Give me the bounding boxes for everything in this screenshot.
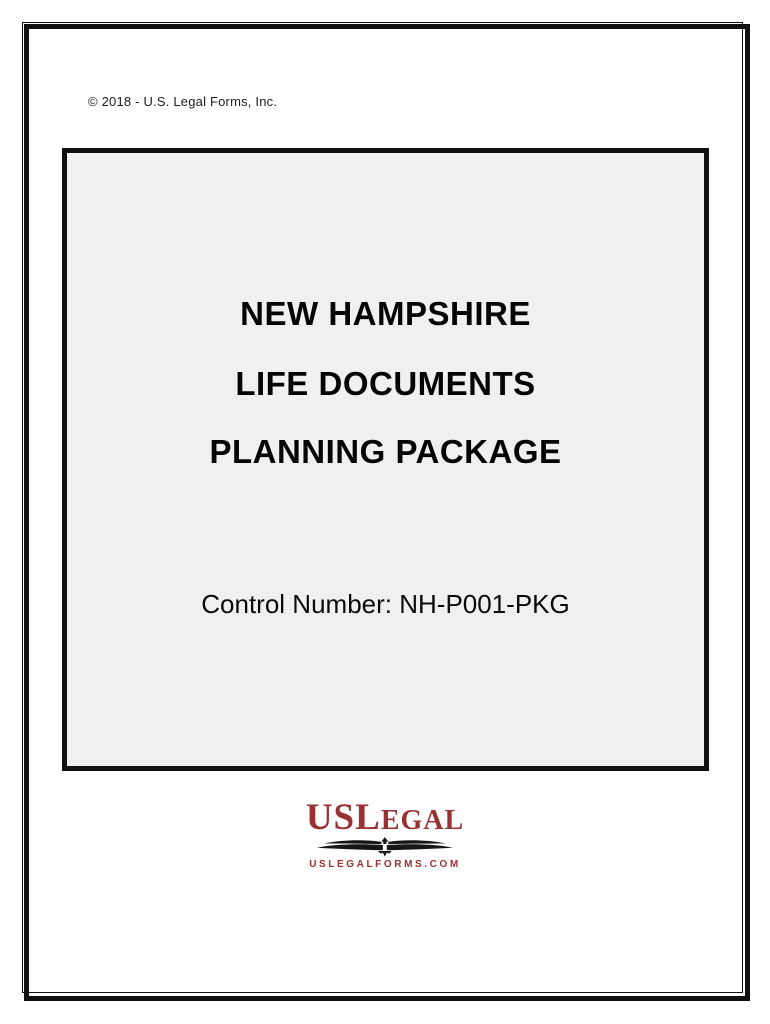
control-number-value: NH-P001-PKG (399, 589, 570, 619)
eagle-icon (316, 837, 454, 857)
control-number (67, 591, 704, 617)
control-number-label: Control Number: (201, 589, 392, 619)
uslegal-domain-text: USLEGALFORMS.COM (309, 859, 461, 870)
title-state: NEW HAMPSHIRE (240, 295, 531, 332)
uslegal-logo (306, 799, 464, 870)
uslegal-wordmark (306, 799, 464, 836)
title-box (62, 148, 709, 771)
wordmark-small-letters: EGAL (380, 805, 465, 836)
title-package-line2: PLANNING PACKAGE (209, 433, 562, 470)
title-package-line1: LIFE DOCUMENTS (235, 365, 536, 402)
copyright-text: © 2018 - U.S. Legal Forms, Inc. (88, 94, 278, 109)
wordmark-large-letters: USL (305, 797, 381, 838)
